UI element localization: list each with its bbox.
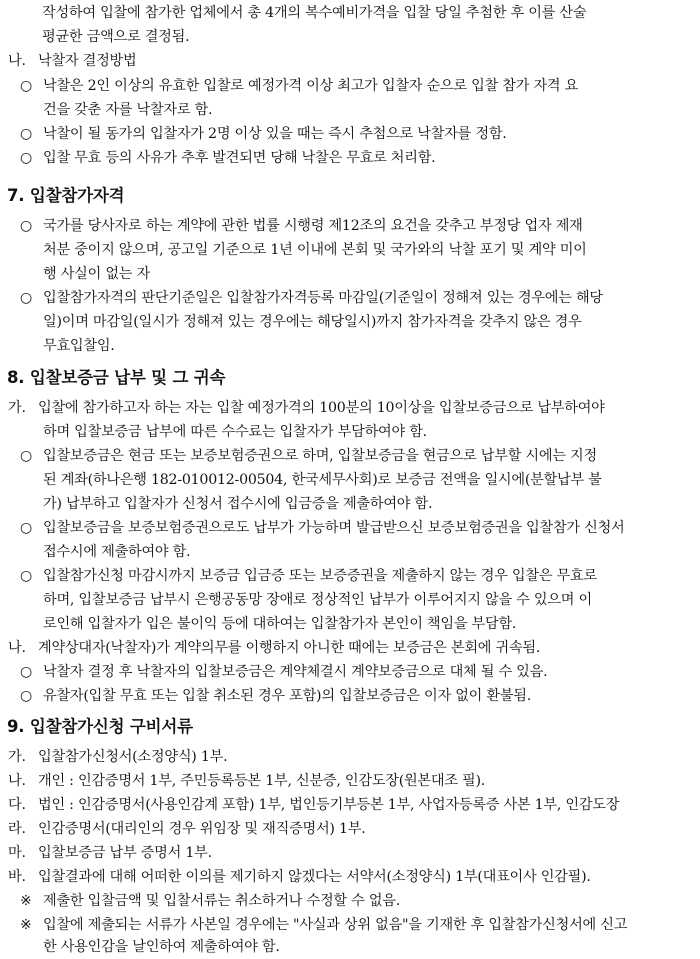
circle-bullet-icon: ○: [20, 218, 32, 234]
bullet-item: ○ 입찰참가신청 마감시까지 보증금 입금증 또는 보증증권을 제출하지 않는 경우 입찰은 무효로: [0, 564, 700, 588]
section-title: 7. 입찰참가자격: [7, 186, 125, 205]
bullet-item: ○ 입찰보증금은 현금 또는 보증보험증권으로 하며, 입찰보증금을 현금으로 납부할 시에는 지정: [0, 444, 700, 468]
reference-mark-icon: ※: [20, 917, 32, 933]
list-item: 다. 법인 : 인감증명서(사용인감계 포함) 1부, 법인등기부등본 1부, 사업자등록증 사본 1부, 인감도장: [0, 793, 700, 817]
list-marker: 나.: [8, 640, 26, 656]
note-item: ※ 입찰에 제출되는 서류가 사본일 경우에는 "사실과 상위 없음"을 기재한 후 입찰참가신청서에 신고: [0, 913, 700, 937]
list-marker: 가.: [8, 400, 26, 416]
list-item: 나. 개인 : 인감증명서 1부, 주민등록등본 1부, 신분증, 인감도장(원본대조 필).: [0, 769, 700, 793]
bullet-item: ○ 입찰보증금을 보증보험증권으로도 납부가 가능하며 발급받으신 보증보험증권을 입찰참가 신청서: [0, 516, 700, 540]
list-item: 마. 입찰보증금 납부 증명서 1부.: [0, 841, 700, 865]
list-marker: 나.: [8, 53, 26, 69]
list-item: 가. 입찰참가신청서(소정양식) 1부.: [0, 745, 700, 769]
list-item: 바. 입찰결과에 대해 어떠한 이의를 제기하지 않겠다는 서약서(소정양식) 1부(대표이사 인감필).: [0, 865, 700, 889]
subsection-heading: [0, 49, 700, 73]
bullet-item: ○ 낙찰자 결정 후 낙찰자의 입찰보증금은 계약체결시 계약보증금으로 대체 될 수 있음.: [0, 660, 700, 684]
text-line: 한 사용인감을 날인하여 제출하여야 함.: [43, 939, 280, 955]
bullet-item: ○ 낙찰은 2인 이상의 유효한 입찰로 예정가격 이상 최고가 입찰자 순으로 입찰 참가 자격 요: [0, 74, 700, 98]
circle-bullet-icon: ○: [20, 290, 32, 306]
section-title: 9. 입찰참가신청 구비서류: [7, 717, 193, 736]
list-marker: 마.: [8, 845, 26, 861]
text-line: 접수시에 제출하여야 함.: [43, 544, 191, 560]
list-marker: 라.: [8, 821, 26, 837]
reference-mark-icon: ※: [20, 893, 32, 909]
list-marker: 나.: [8, 773, 26, 789]
bullet-item: ○ 국가를 당사자로 하는 계약에 관한 법률 시행령 제12조의 요건을 갖추고 부정당 업자 제재: [0, 214, 700, 238]
bullet-item: ○ 입찰 무효 등의 사유가 추후 발견되면 당해 낙찰은 무효로 처리함.: [0, 146, 700, 170]
circle-bullet-icon: ○: [20, 664, 32, 680]
section-title: 8. 입찰보증금 납부 및 그 귀속: [7, 368, 226, 387]
text-line: 된 계좌(하나은행 182-010012-00504, 한국세무사회)로 보증금 전액을 일시에(분할납부 불: [43, 472, 602, 488]
list-marker: 바.: [8, 869, 26, 885]
note-item: ※ 제출한 입찰금액 및 입찰서류는 취소하거나 수정할 수 없음.: [0, 889, 700, 913]
bullet-item: ○ 입찰참가자격의 판단기준일은 입찰참가자격등록 마감일(기준일이 정해져 있는 경우에는 해당: [0, 286, 700, 310]
text-line: 무효입찰임.: [43, 338, 115, 354]
subsection-item: 가. 입찰에 참가하고자 하는 자는 입찰 예정가격의 100분의 10이상을 입찰보증금으로 납부하여야: [0, 396, 700, 420]
circle-bullet-icon: ○: [20, 150, 32, 166]
circle-bullet-icon: ○: [20, 78, 32, 94]
text-line: 건을 갖춘 자를 낙찰자로 함.: [43, 102, 213, 118]
bullet-item: ○ 낙찰이 될 동가의 입찰자가 2명 이상 있을 때는 즉시 추첨으로 낙찰자를 정함.: [0, 122, 700, 146]
text-line: 로인해 입찰자가 입은 불이익 등에 대하여는 입찰참가자 본인이 책임을 부담함.: [43, 616, 517, 632]
list-marker: 다.: [8, 797, 26, 813]
circle-bullet-icon: ○: [20, 448, 32, 464]
list-marker: 가.: [8, 749, 26, 765]
subsection-title: 낙찰자 결정방법: [38, 53, 137, 69]
circle-bullet-icon: ○: [20, 688, 32, 704]
circle-bullet-icon: ○: [20, 568, 32, 584]
subsection-item: 나. 계약상대자(낙찰자)가 계약의무를 이행하지 아니한 때에는 보증금은 본회에 귀속됨.: [0, 636, 700, 660]
text-line: 가) 납부하고 입찰자가 신청서 접수시에 입금증을 제출하여야 함.: [43, 496, 433, 512]
text-line: 평균한 금액으로 결정됨.: [42, 29, 190, 45]
text-line: 하며, 입찰보증금 납부시 은행공동망 장애로 정상적인 납부가 이루어지지 않을 수 있으며 이: [43, 592, 592, 608]
circle-bullet-icon: ○: [20, 126, 32, 142]
text-line: 행 사실이 없는 자: [43, 266, 150, 282]
circle-bullet-icon: ○: [20, 520, 32, 536]
bullet-item: ○ 유찰자(입찰 무효 또는 입찰 취소된 경우 포함)의 입찰보증금은 이자 없이 환불됨.: [0, 684, 700, 708]
text-line: 하며 입찰보증금 납부에 따른 수수료는 입찰자가 부담하여야 함.: [43, 424, 427, 440]
text-line: 작성하여 입찰에 참가한 업체에서 총 4개의 복수예비가격을 입찰 당일 추첨한 후 이를 산술: [42, 5, 587, 21]
text-line: 처분 중이지 않으며, 공고일 기준으로 1년 이내에 본회 및 국가와의 낙찰 포기 및 계약 미이: [43, 242, 587, 258]
list-item: 라. 인감증명서(대리인의 경우 위임장 및 재직증명서) 1부.: [0, 817, 700, 841]
text-line: 일)이며 마감일(일시가 정해져 있는 경우에는 해당일시)까지 참가자격을 갖추지 않은 경우: [43, 314, 582, 330]
